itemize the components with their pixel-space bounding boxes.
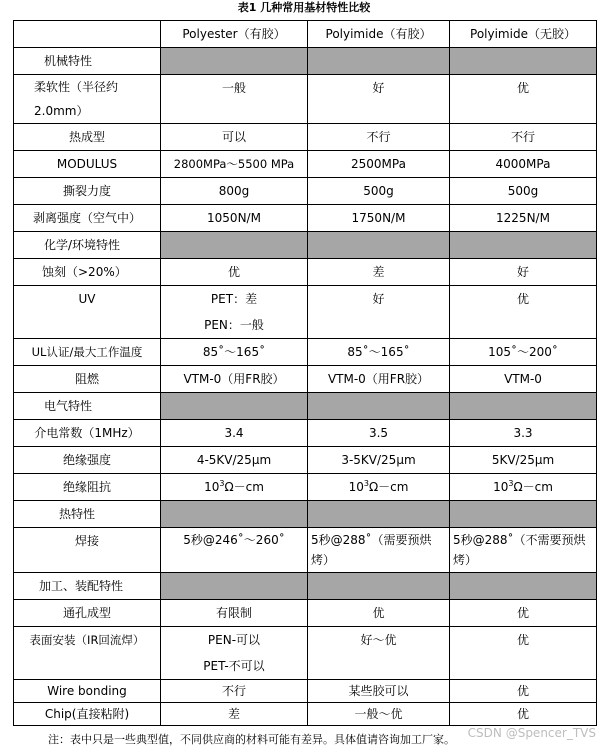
section-label: 机械特性 [14, 48, 161, 75]
impedance-unit: Ω－cm [368, 480, 409, 494]
cell: 2500MPa [308, 151, 450, 178]
cell: 500g [308, 178, 450, 205]
table-note: 注：表中只是一些典型值，不同供应商的材料可能有差异。具体值请咨询加工厂家。 [48, 733, 455, 746]
row-label: 剥离强度（空气中） [14, 205, 161, 232]
gray-cell [161, 573, 308, 600]
impedance-exponent: 3 [508, 479, 514, 488]
cell: 4000MPa [450, 151, 597, 178]
row-label: 柔软性（半径约2.0mm） [14, 75, 161, 124]
cell: 好～优 [308, 627, 450, 680]
impedance-base: 10 [348, 480, 364, 494]
cell-line: PEN：一般 [204, 318, 264, 332]
section-row [14, 232, 597, 259]
table-row [14, 178, 597, 205]
cell: 差 [161, 703, 308, 726]
row-label: 绝缘强度 [14, 447, 161, 474]
gray-cell [161, 232, 308, 259]
cell: 2800MPa～5500 MPa [161, 151, 308, 178]
table-row [14, 151, 597, 178]
row-label: 热成型 [14, 124, 161, 151]
cell: VTM-0（用FR胶） [161, 366, 308, 393]
table-row [14, 703, 597, 726]
cell: 5KV/25μm [450, 447, 597, 474]
cell: 3.4 [161, 420, 308, 447]
table-row [14, 259, 597, 286]
watermark: CSDN @Spencer_TVS [467, 726, 596, 740]
impedance-base: 10 [204, 480, 220, 494]
cell: 3.3 [450, 420, 597, 447]
row-label: Wire bonding [14, 680, 161, 703]
cell: 不行 [308, 124, 450, 151]
row-label: 焊接 [14, 528, 161, 573]
table-row [14, 339, 597, 366]
gray-cell [308, 393, 450, 420]
gray-cell [450, 573, 597, 600]
cell: 不行 [450, 124, 597, 151]
cell: 好 [450, 259, 597, 286]
row-label: 绝缘阻抗 [14, 474, 161, 501]
cell: 800g [161, 178, 308, 205]
cell: 优 [450, 627, 597, 680]
header-cell-polyester: Polyester（有胶） [161, 21, 308, 48]
cell: 一般～优 [308, 703, 450, 726]
gray-cell [308, 48, 450, 75]
row-label: UV [14, 286, 161, 339]
cell [161, 286, 308, 339]
table-row [14, 286, 597, 339]
cell: 5秒@288˚（不需要预烘烤） [450, 528, 597, 573]
cell: 优 [450, 75, 597, 124]
cell: 某些胶可以 [308, 680, 450, 703]
row-label: Chip(直接粘附) [14, 703, 161, 726]
table-row [14, 447, 597, 474]
gray-cell [308, 232, 450, 259]
table-row [14, 366, 597, 393]
cell: 好 [308, 286, 450, 339]
section-label: 热特性 [14, 501, 161, 528]
header-cell-empty [14, 21, 161, 48]
cell: 优 [450, 680, 597, 703]
row-label: 表面安装（IR回流焊） [14, 627, 161, 680]
section-label: 电气特性 [14, 393, 161, 420]
cell: VTM-0（用FR胶） [308, 366, 450, 393]
row-label: MODULUS [14, 151, 161, 178]
row-label: UL认证/最大工作温度 [14, 339, 161, 366]
section-label: 加工、装配特性 [14, 573, 161, 600]
cell: 优 [308, 600, 450, 627]
section-row [14, 393, 597, 420]
cell: 85˚～165˚ [161, 339, 308, 366]
section-label: 化学/环境特性 [14, 232, 161, 259]
cell: 3.5 [308, 420, 450, 447]
gray-cell [450, 48, 597, 75]
cell: 优 [161, 259, 308, 286]
cell-impedance [161, 474, 308, 501]
impedance-base: 10 [493, 480, 509, 494]
cell: 5秒@246˚～260˚ [161, 528, 308, 573]
gray-cell [450, 393, 597, 420]
gray-cell [308, 573, 450, 600]
cell: 4-5KV/25μm [161, 447, 308, 474]
row-label: 介电常数（1MHz） [14, 420, 161, 447]
gray-cell [161, 393, 308, 420]
cell [161, 627, 308, 680]
cell: 1225N/M [450, 205, 597, 232]
table-row [14, 627, 597, 680]
header-cell-polyimide-adhesiveless: Polyimide（无胶） [450, 21, 597, 48]
row-label: 阻燃 [14, 366, 161, 393]
impedance-unit: Ω－cm [224, 480, 264, 494]
row-label: 蚀刻（>20%） [14, 259, 161, 286]
cell: 优 [450, 703, 597, 726]
table-row [14, 124, 597, 151]
cell: 500g [450, 178, 597, 205]
gray-cell [450, 232, 597, 259]
cell: 1050N/M [161, 205, 308, 232]
table-row [14, 600, 597, 627]
cell: 优 [450, 600, 597, 627]
table-row [14, 474, 597, 501]
cell: 105˚～200˚ [450, 339, 597, 366]
cell: 1750N/M [308, 205, 450, 232]
section-row [14, 501, 597, 528]
section-row [14, 48, 597, 75]
cell: 有限制 [161, 600, 308, 627]
cell: 好 [308, 75, 450, 124]
cell: 5秒@288˚（需要预烘烤） [308, 528, 450, 573]
material-comparison-table [13, 20, 597, 726]
cell-impedance [450, 474, 597, 501]
row-label: 撕裂力度 [14, 178, 161, 205]
table-row [14, 528, 597, 573]
cell: 85˚～165˚ [308, 339, 450, 366]
impedance-exponent: 3 [219, 479, 225, 488]
section-row [14, 573, 597, 600]
gray-cell [161, 48, 308, 75]
gray-cell [161, 501, 308, 528]
gray-cell [308, 501, 450, 528]
cell: 3-5KV/25μm [308, 447, 450, 474]
row-label: 通孔成型 [14, 600, 161, 627]
table-row [14, 680, 597, 703]
impedance-unit: Ω－cm [513, 480, 553, 494]
cell-impedance [308, 474, 450, 501]
cell-line: PET：差 [210, 292, 258, 306]
table-title: 表1 几种常用基材特性比较 [237, 1, 371, 14]
table-row [14, 205, 597, 232]
header-cell-polyimide-adhesive: Polyimide（有胶） [308, 21, 450, 48]
cell: VTM-0 [450, 366, 597, 393]
table-row [14, 75, 597, 124]
table-row [14, 420, 597, 447]
impedance-exponent: 3 [363, 479, 369, 488]
gray-cell [450, 501, 597, 528]
cell: 可以 [161, 124, 308, 151]
cell-line: PET-不可以 [203, 659, 265, 673]
cell: 优 [450, 286, 597, 339]
cell: 一般 [161, 75, 308, 124]
cell: 差 [308, 259, 450, 286]
cell: 不行 [161, 680, 308, 703]
table-header-row [14, 21, 597, 48]
cell-line: PEN-可以 [207, 633, 261, 647]
